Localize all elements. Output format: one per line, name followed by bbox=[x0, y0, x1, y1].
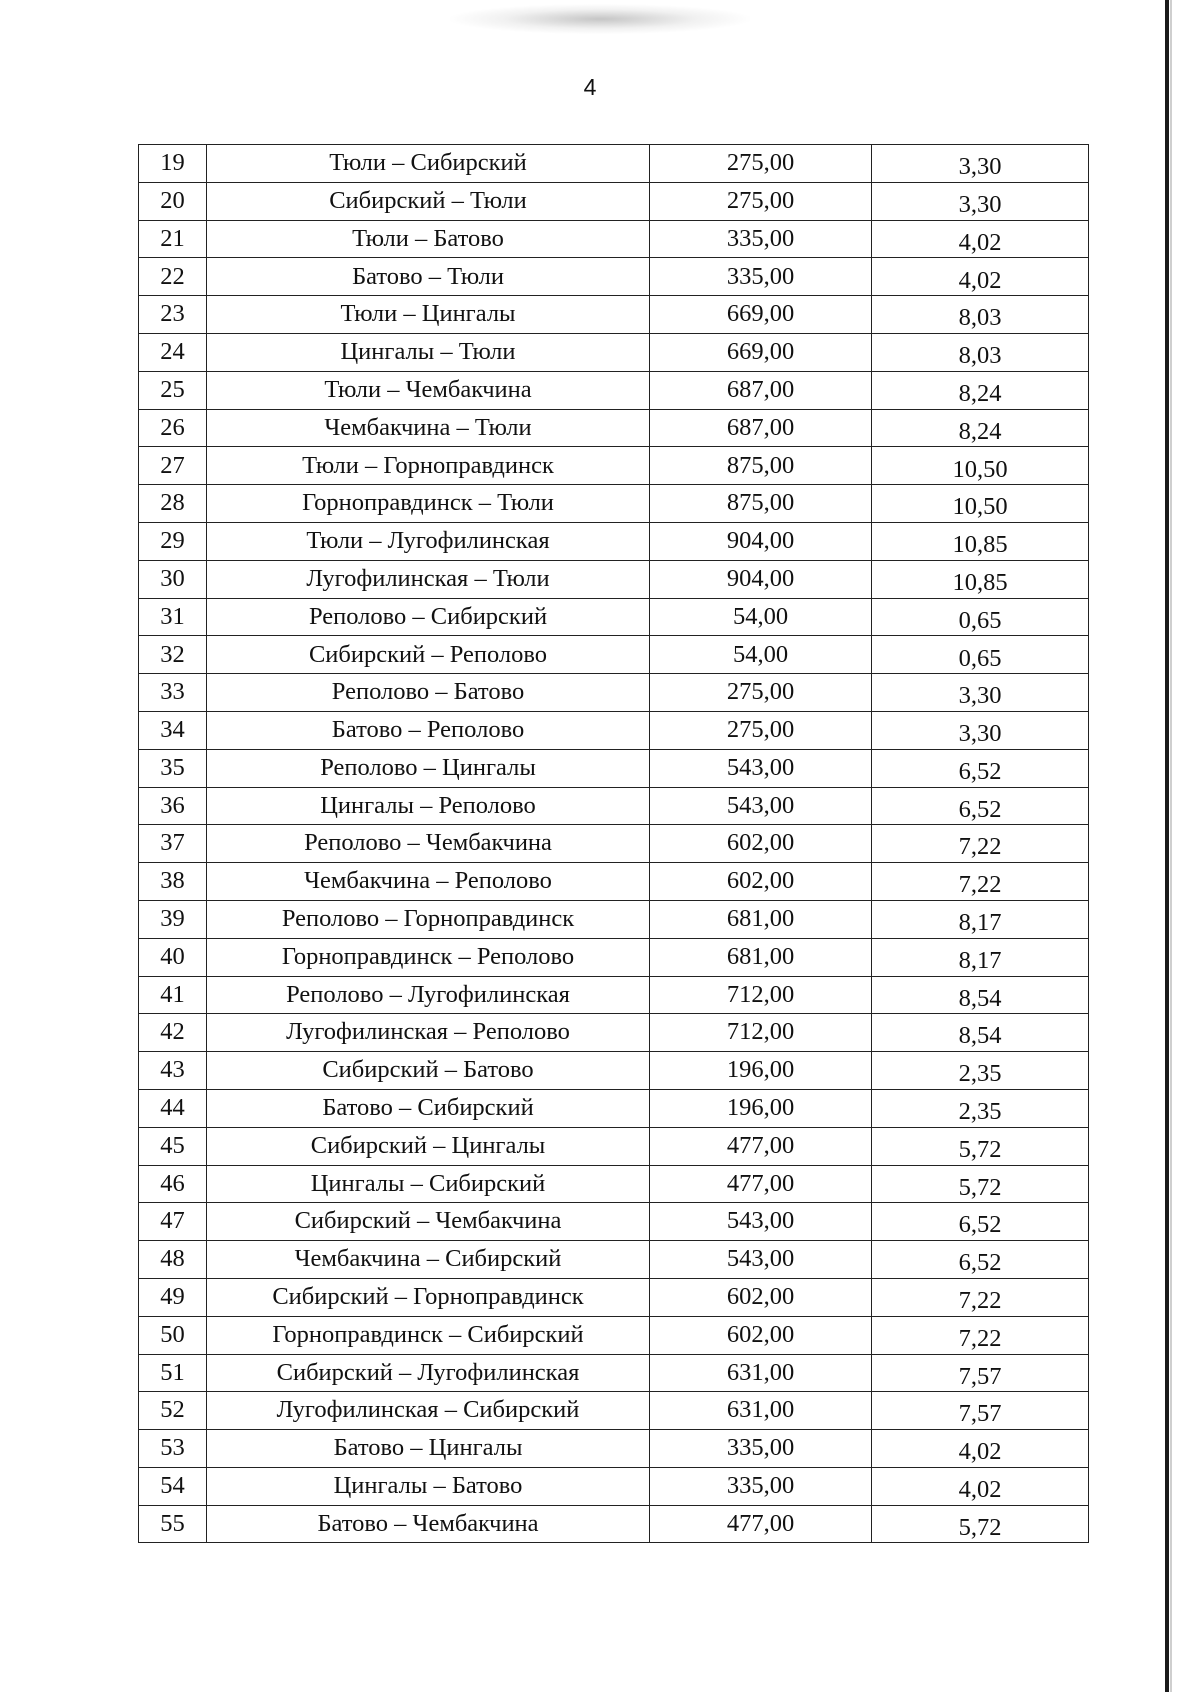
table-row bbox=[139, 598, 1089, 636]
table-row bbox=[139, 560, 1089, 598]
row-number-cell: 43 bbox=[139, 1052, 207, 1090]
price-value: 8,03 bbox=[958, 342, 1002, 370]
price-value: 10,50 bbox=[952, 455, 1008, 483]
distance-cell: 681,00 bbox=[650, 900, 872, 938]
table-row bbox=[139, 825, 1089, 863]
row-number-cell: 22 bbox=[139, 258, 207, 296]
price-cell bbox=[872, 371, 1089, 409]
route-cell: Сибирский – Цингалы bbox=[207, 1127, 650, 1165]
price-cell bbox=[872, 938, 1089, 976]
distance-cell: 712,00 bbox=[650, 976, 872, 1014]
distance-cell: 335,00 bbox=[650, 1467, 872, 1505]
distance-cell: 904,00 bbox=[650, 522, 872, 560]
scan-edge-line bbox=[1165, 0, 1169, 1692]
price-cell bbox=[872, 674, 1089, 712]
price-value: 4,02 bbox=[958, 228, 1002, 256]
row-number-cell: 46 bbox=[139, 1165, 207, 1203]
row-number-cell: 37 bbox=[139, 825, 207, 863]
price-value: 10,85 bbox=[952, 531, 1008, 559]
price-value: 3,30 bbox=[958, 153, 1002, 181]
row-number-cell: 40 bbox=[139, 938, 207, 976]
route-cell: Сибирский – Реполово bbox=[207, 636, 650, 674]
price-cell bbox=[872, 333, 1089, 371]
table-row bbox=[139, 749, 1089, 787]
price-cell bbox=[872, 1203, 1089, 1241]
distance-cell: 275,00 bbox=[650, 145, 872, 183]
price-cell bbox=[872, 636, 1089, 674]
route-cell: Реполово – Сибирский bbox=[207, 598, 650, 636]
distance-cell: 631,00 bbox=[650, 1354, 872, 1392]
route-cell: Горноправдинск – Сибирский bbox=[207, 1316, 650, 1354]
price-cell bbox=[872, 522, 1089, 560]
table-row bbox=[139, 1241, 1089, 1279]
price-cell bbox=[872, 1165, 1089, 1203]
price-cell bbox=[872, 1316, 1089, 1354]
row-number-cell: 52 bbox=[139, 1392, 207, 1430]
price-cell bbox=[872, 1278, 1089, 1316]
distance-cell: 543,00 bbox=[650, 1241, 872, 1279]
distance-cell: 602,00 bbox=[650, 825, 872, 863]
row-number-cell: 32 bbox=[139, 636, 207, 674]
distance-cell: 54,00 bbox=[650, 598, 872, 636]
distance-cell: 543,00 bbox=[650, 787, 872, 825]
table-row bbox=[139, 1127, 1089, 1165]
price-value: 7,57 bbox=[958, 1362, 1002, 1390]
route-cell: Тюли – Горноправдинск bbox=[207, 447, 650, 485]
price-value: 8,54 bbox=[958, 984, 1002, 1012]
price-cell bbox=[872, 145, 1089, 183]
table-row bbox=[139, 976, 1089, 1014]
row-number-cell: 41 bbox=[139, 976, 207, 1014]
table-row bbox=[139, 220, 1089, 258]
price-cell bbox=[872, 1392, 1089, 1430]
table-row bbox=[139, 1316, 1089, 1354]
row-number-cell: 35 bbox=[139, 749, 207, 787]
route-cell: Горноправдинск – Реполово bbox=[207, 938, 650, 976]
route-cell: Батово – Чембакчина bbox=[207, 1505, 650, 1543]
route-cell: Сибирский – Горноправдинск bbox=[207, 1278, 650, 1316]
price-value: 3,30 bbox=[958, 720, 1002, 748]
price-value: 6,52 bbox=[958, 1211, 1002, 1239]
route-cell: Чембакчина – Сибирский bbox=[207, 1241, 650, 1279]
distance-cell: 335,00 bbox=[650, 220, 872, 258]
price-value: 6,52 bbox=[958, 1249, 1002, 1277]
table-row bbox=[139, 1392, 1089, 1430]
price-value: 4,02 bbox=[958, 266, 1002, 294]
price-cell bbox=[872, 900, 1089, 938]
price-value: 3,30 bbox=[958, 190, 1002, 218]
route-cell: Реполово – Батово bbox=[207, 674, 650, 712]
table-row bbox=[139, 182, 1089, 220]
price-value: 2,35 bbox=[958, 1060, 1002, 1088]
table-row bbox=[139, 1354, 1089, 1392]
price-cell bbox=[872, 825, 1089, 863]
distance-cell: 681,00 bbox=[650, 938, 872, 976]
route-cell: Батово – Реполово bbox=[207, 711, 650, 749]
route-cell: Батово – Сибирский bbox=[207, 1089, 650, 1127]
distance-cell: 275,00 bbox=[650, 711, 872, 749]
price-value: 3,30 bbox=[958, 682, 1002, 710]
price-cell bbox=[872, 1354, 1089, 1392]
price-cell bbox=[872, 1430, 1089, 1468]
table-row bbox=[139, 296, 1089, 334]
table-row bbox=[139, 938, 1089, 976]
route-cell: Сибирский – Лугофилинская bbox=[207, 1354, 650, 1392]
fare-table-body bbox=[139, 145, 1089, 1543]
price-cell bbox=[872, 863, 1089, 901]
row-number-cell: 48 bbox=[139, 1241, 207, 1279]
route-cell: Чембакчина – Реполово bbox=[207, 863, 650, 901]
route-cell: Реполово – Горноправдинск bbox=[207, 900, 650, 938]
route-cell: Тюли – Цингалы bbox=[207, 296, 650, 334]
price-value: 5,72 bbox=[958, 1513, 1002, 1541]
route-cell: Сибирский – Тюли bbox=[207, 182, 650, 220]
row-number-cell: 53 bbox=[139, 1430, 207, 1468]
distance-cell: 335,00 bbox=[650, 1430, 872, 1468]
price-value: 8,24 bbox=[958, 379, 1002, 407]
price-cell bbox=[872, 1089, 1089, 1127]
distance-cell: 687,00 bbox=[650, 409, 872, 447]
route-cell: Цингалы – Реполово bbox=[207, 787, 650, 825]
price-cell bbox=[872, 598, 1089, 636]
price-cell bbox=[872, 1052, 1089, 1090]
price-cell bbox=[872, 220, 1089, 258]
route-cell: Горноправдинск – Тюли bbox=[207, 485, 650, 523]
distance-cell: 875,00 bbox=[650, 447, 872, 485]
price-cell bbox=[872, 485, 1089, 523]
row-number-cell: 50 bbox=[139, 1316, 207, 1354]
distance-cell: 543,00 bbox=[650, 1203, 872, 1241]
row-number-cell: 55 bbox=[139, 1505, 207, 1543]
table-row bbox=[139, 522, 1089, 560]
row-number-cell: 38 bbox=[139, 863, 207, 901]
table-row bbox=[139, 333, 1089, 371]
price-value: 7,22 bbox=[958, 1287, 1002, 1315]
table-row bbox=[139, 1203, 1089, 1241]
table-row bbox=[139, 636, 1089, 674]
table-row bbox=[139, 1052, 1089, 1090]
price-value: 8,17 bbox=[958, 946, 1002, 974]
table-row bbox=[139, 1467, 1089, 1505]
table-row bbox=[139, 371, 1089, 409]
distance-cell: 196,00 bbox=[650, 1052, 872, 1090]
price-value: 6,52 bbox=[958, 795, 1002, 823]
table-row bbox=[139, 1014, 1089, 1052]
price-cell bbox=[872, 1127, 1089, 1165]
table-row bbox=[139, 900, 1089, 938]
row-number-cell: 21 bbox=[139, 220, 207, 258]
price-cell bbox=[872, 1014, 1089, 1052]
distance-cell: 196,00 bbox=[650, 1089, 872, 1127]
price-value: 7,22 bbox=[958, 871, 1002, 899]
row-number-cell: 27 bbox=[139, 447, 207, 485]
price-value: 8,17 bbox=[958, 909, 1002, 937]
price-value: 5,72 bbox=[958, 1135, 1002, 1163]
row-number-cell: 39 bbox=[139, 900, 207, 938]
row-number-cell: 23 bbox=[139, 296, 207, 334]
table-row bbox=[139, 447, 1089, 485]
distance-cell: 875,00 bbox=[650, 485, 872, 523]
distance-cell: 275,00 bbox=[650, 182, 872, 220]
price-cell bbox=[872, 1241, 1089, 1279]
price-cell bbox=[872, 1505, 1089, 1543]
distance-cell: 543,00 bbox=[650, 749, 872, 787]
scan-artifact bbox=[450, 4, 750, 34]
route-cell: Чембакчина – Тюли bbox=[207, 409, 650, 447]
route-cell: Лугофилинская – Реполово bbox=[207, 1014, 650, 1052]
price-value: 6,52 bbox=[958, 757, 1002, 785]
price-cell bbox=[872, 296, 1089, 334]
route-cell: Реполово – Лугофилинская bbox=[207, 976, 650, 1014]
price-value: 8,54 bbox=[958, 1022, 1002, 1050]
route-cell: Сибирский – Чембакчина bbox=[207, 1203, 650, 1241]
row-number-cell: 49 bbox=[139, 1278, 207, 1316]
price-value: 5,72 bbox=[958, 1173, 1002, 1201]
route-cell: Сибирский – Батово bbox=[207, 1052, 650, 1090]
table-row bbox=[139, 1278, 1089, 1316]
row-number-cell: 36 bbox=[139, 787, 207, 825]
price-value: 2,35 bbox=[958, 1098, 1002, 1126]
route-cell: Цингалы – Тюли bbox=[207, 333, 650, 371]
price-cell bbox=[872, 258, 1089, 296]
table-row bbox=[139, 485, 1089, 523]
distance-cell: 669,00 bbox=[650, 333, 872, 371]
row-number-cell: 28 bbox=[139, 485, 207, 523]
row-number-cell: 26 bbox=[139, 409, 207, 447]
row-number-cell: 24 bbox=[139, 333, 207, 371]
price-value: 7,22 bbox=[958, 1324, 1002, 1352]
row-number-cell: 19 bbox=[139, 145, 207, 183]
row-number-cell: 33 bbox=[139, 674, 207, 712]
row-number-cell: 44 bbox=[139, 1089, 207, 1127]
table-row bbox=[139, 1430, 1089, 1468]
table-row bbox=[139, 787, 1089, 825]
distance-cell: 631,00 bbox=[650, 1392, 872, 1430]
route-cell: Тюли – Батово bbox=[207, 220, 650, 258]
route-cell: Реполово – Цингалы bbox=[207, 749, 650, 787]
page-number: 4 bbox=[583, 74, 597, 100]
route-cell: Тюли – Лугофилинская bbox=[207, 522, 650, 560]
price-value: 8,24 bbox=[958, 417, 1002, 445]
price-value: 4,02 bbox=[958, 1476, 1002, 1504]
row-number-cell: 45 bbox=[139, 1127, 207, 1165]
price-cell bbox=[872, 409, 1089, 447]
distance-cell: 602,00 bbox=[650, 1316, 872, 1354]
price-value: 7,22 bbox=[958, 833, 1002, 861]
route-cell: Батово – Тюли bbox=[207, 258, 650, 296]
price-cell bbox=[872, 976, 1089, 1014]
price-value: 0,65 bbox=[958, 644, 1002, 672]
price-value: 10,85 bbox=[952, 568, 1008, 596]
price-value: 0,65 bbox=[958, 606, 1002, 634]
row-number-cell: 30 bbox=[139, 560, 207, 598]
route-cell: Цингалы – Батово bbox=[207, 1467, 650, 1505]
table-row bbox=[139, 409, 1089, 447]
distance-cell: 477,00 bbox=[650, 1127, 872, 1165]
row-number-cell: 20 bbox=[139, 182, 207, 220]
route-cell: Цингалы – Сибирский bbox=[207, 1165, 650, 1203]
distance-cell: 687,00 bbox=[650, 371, 872, 409]
route-cell: Реполово – Чембакчина bbox=[207, 825, 650, 863]
fare-table bbox=[138, 144, 1089, 1543]
scan-edge-shadow bbox=[1170, 0, 1172, 1692]
distance-cell: 335,00 bbox=[650, 258, 872, 296]
price-value: 4,02 bbox=[958, 1438, 1002, 1466]
distance-cell: 477,00 bbox=[650, 1165, 872, 1203]
price-cell bbox=[872, 1467, 1089, 1505]
price-value: 10,50 bbox=[952, 493, 1008, 521]
distance-cell: 712,00 bbox=[650, 1014, 872, 1052]
route-cell: Тюли – Сибирский bbox=[207, 145, 650, 183]
distance-cell: 602,00 bbox=[650, 1278, 872, 1316]
price-value: 8,03 bbox=[958, 304, 1002, 332]
table-row bbox=[139, 258, 1089, 296]
price-cell bbox=[872, 560, 1089, 598]
price-cell bbox=[872, 749, 1089, 787]
row-number-cell: 31 bbox=[139, 598, 207, 636]
row-number-cell: 54 bbox=[139, 1467, 207, 1505]
route-cell: Лугофилинская – Тюли bbox=[207, 560, 650, 598]
route-cell: Тюли – Чембакчина bbox=[207, 371, 650, 409]
row-number-cell: 51 bbox=[139, 1354, 207, 1392]
table-row bbox=[139, 1165, 1089, 1203]
distance-cell: 669,00 bbox=[650, 296, 872, 334]
row-number-cell: 29 bbox=[139, 522, 207, 560]
price-cell bbox=[872, 182, 1089, 220]
table-row bbox=[139, 1505, 1089, 1543]
row-number-cell: 25 bbox=[139, 371, 207, 409]
table-row bbox=[139, 145, 1089, 183]
distance-cell: 54,00 bbox=[650, 636, 872, 674]
price-value: 7,57 bbox=[958, 1400, 1002, 1428]
price-cell bbox=[872, 447, 1089, 485]
table-row bbox=[139, 711, 1089, 749]
price-cell bbox=[872, 711, 1089, 749]
table-row bbox=[139, 674, 1089, 712]
row-number-cell: 42 bbox=[139, 1014, 207, 1052]
route-cell: Батово – Цингалы bbox=[207, 1430, 650, 1468]
distance-cell: 275,00 bbox=[650, 674, 872, 712]
distance-cell: 477,00 bbox=[650, 1505, 872, 1543]
row-number-cell: 47 bbox=[139, 1203, 207, 1241]
price-cell bbox=[872, 787, 1089, 825]
row-number-cell: 34 bbox=[139, 711, 207, 749]
distance-cell: 904,00 bbox=[650, 560, 872, 598]
table-row bbox=[139, 1089, 1089, 1127]
route-cell: Лугофилинская – Сибирский bbox=[207, 1392, 650, 1430]
distance-cell: 602,00 bbox=[650, 863, 872, 901]
table-row bbox=[139, 863, 1089, 901]
